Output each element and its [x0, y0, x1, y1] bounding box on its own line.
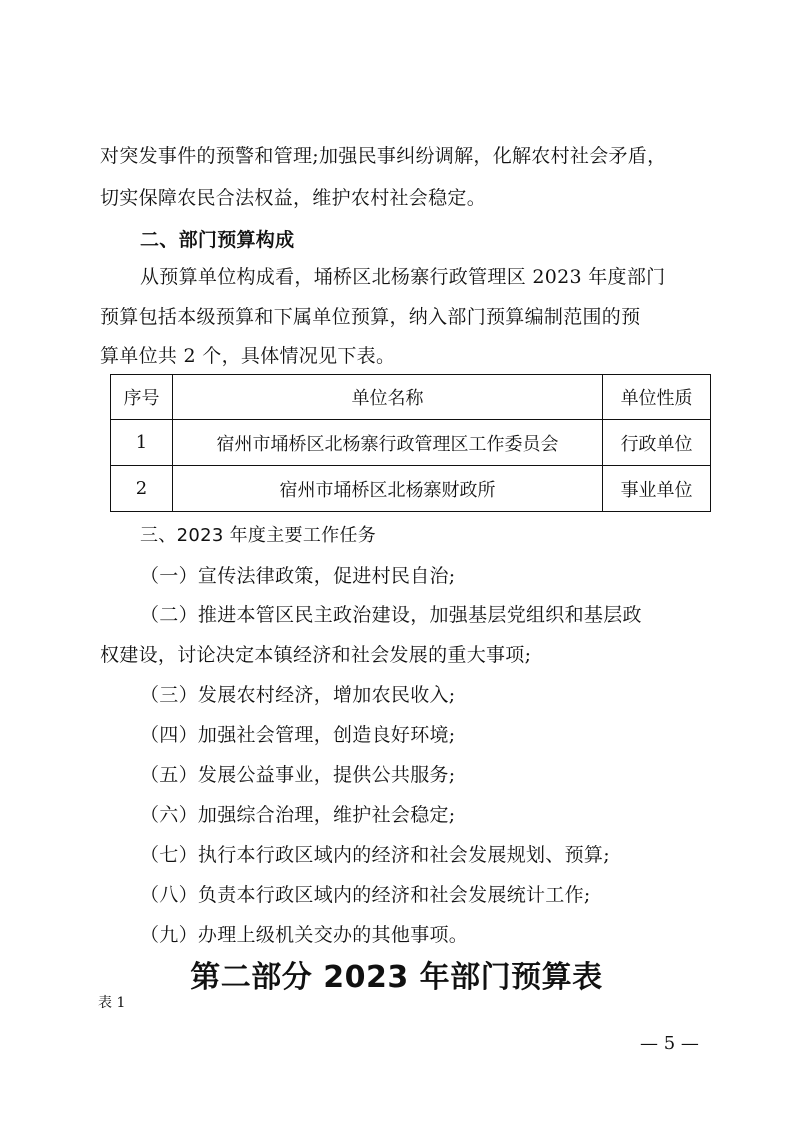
header-cell-index: 序号: [111, 375, 173, 420]
task-item: （七）执行本行政区域内的经济和社会发展规划、预算;: [140, 844, 610, 866]
paragraph-line: 切实保障农民合法权益，维护农村社会稳定。: [100, 187, 487, 209]
part-title: 第二部分 2023 年部门预算表: [190, 960, 603, 995]
table-cell: 事业单位: [603, 466, 711, 512]
budget-unit-table: [110, 374, 711, 512]
task-item: （二）推进本管区民主政治建设，加强基层党组织和基层政: [140, 604, 642, 626]
task-item: （一）宣传法律政策，促进村民自治;: [140, 565, 456, 587]
table-cell: 宿州市埇桥区北杨寨行政管理区工作委员会: [172, 420, 602, 466]
task-item: 权建设，讨论决定本镇经济和社会发展的重大事项;: [100, 644, 532, 666]
table-cell: 2: [111, 466, 173, 512]
table-cell: 宿州市埇桥区北杨寨财政所: [172, 466, 602, 512]
paragraph-line: 算单位共 2 个，具体情况见下表。: [100, 345, 396, 367]
task-item: （九）办理上级机关交办的其他事项。: [140, 924, 469, 946]
table-cell: 1: [111, 420, 173, 466]
section-heading: 二、部门预算构成: [140, 229, 295, 251]
header-cell-unit-name: 单位名称: [172, 375, 602, 420]
paragraph-line: 预算包括本级预算和下属单位预算，纳入部门预算编制范围的预: [100, 306, 641, 328]
table-cell: 行政单位: [603, 420, 711, 466]
table-label: 表 1: [98, 995, 126, 1011]
table-header-row: [111, 375, 711, 420]
table-row: [111, 466, 711, 512]
task-item: （六）加强综合治理，维护社会稳定;: [140, 804, 456, 826]
header-cell-unit-type: 单位性质: [603, 375, 711, 420]
page-number: — 5 —: [640, 1033, 699, 1054]
task-item: （四）加强社会管理，创造良好环境;: [140, 724, 456, 746]
paragraph-line: 从预算单位构成看，埇桥区北杨寨行政管理区 2023 年度部门: [140, 266, 666, 288]
task-item: （五）发展公益事业，提供公共服务;: [140, 764, 456, 786]
section-heading: 三、2023 年度主要工作任务: [140, 525, 377, 546]
task-item: （八）负责本行政区域内的经济和社会发展统计工作;: [140, 884, 591, 906]
table-row: [111, 420, 711, 466]
task-item: （三）发展农村经济，增加农民收入;: [140, 684, 456, 706]
paragraph-line: 对突发事件的预警和管理;加强民事纠纷调解，化解农村社会矛盾，: [100, 145, 667, 167]
